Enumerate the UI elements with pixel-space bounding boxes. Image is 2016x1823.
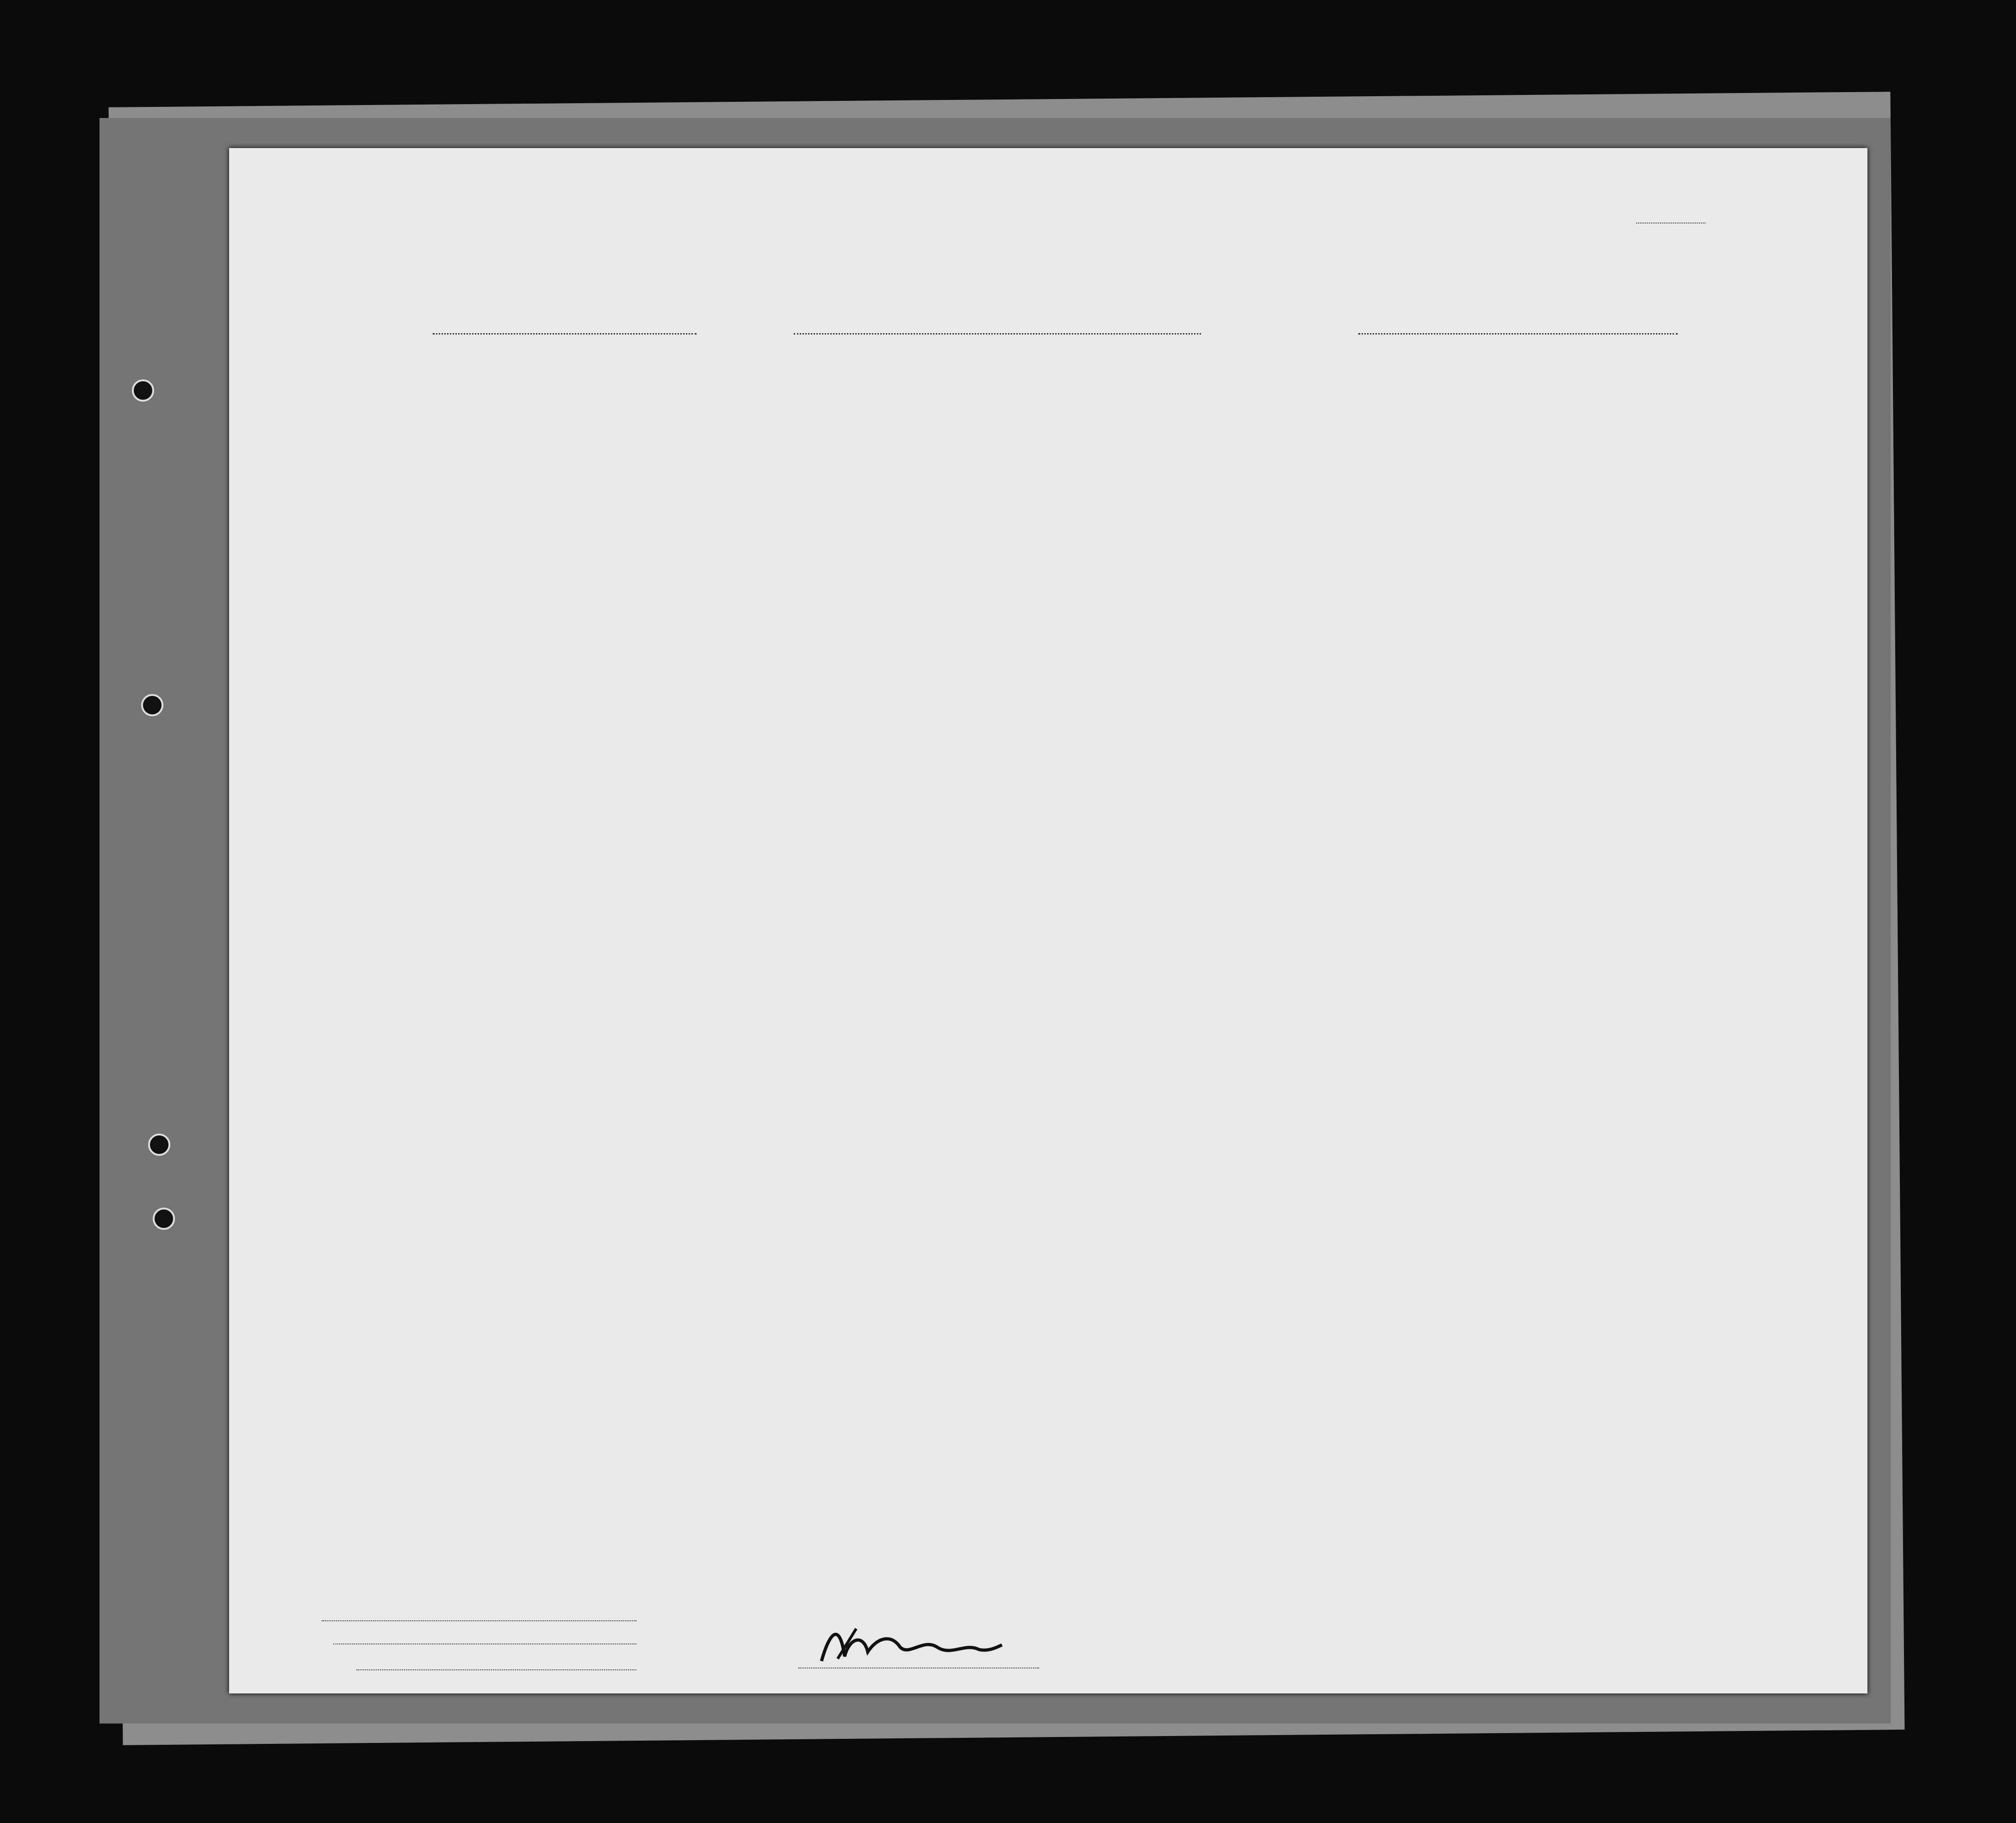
punch-hole [148, 1134, 170, 1156]
inspector-signature [812, 1619, 1007, 1670]
punch-hole [153, 1208, 175, 1230]
punch-hole [141, 694, 163, 716]
manifest-sheet [229, 148, 1867, 1693]
crew-table [229, 148, 1867, 1693]
punch-hole [132, 379, 154, 402]
